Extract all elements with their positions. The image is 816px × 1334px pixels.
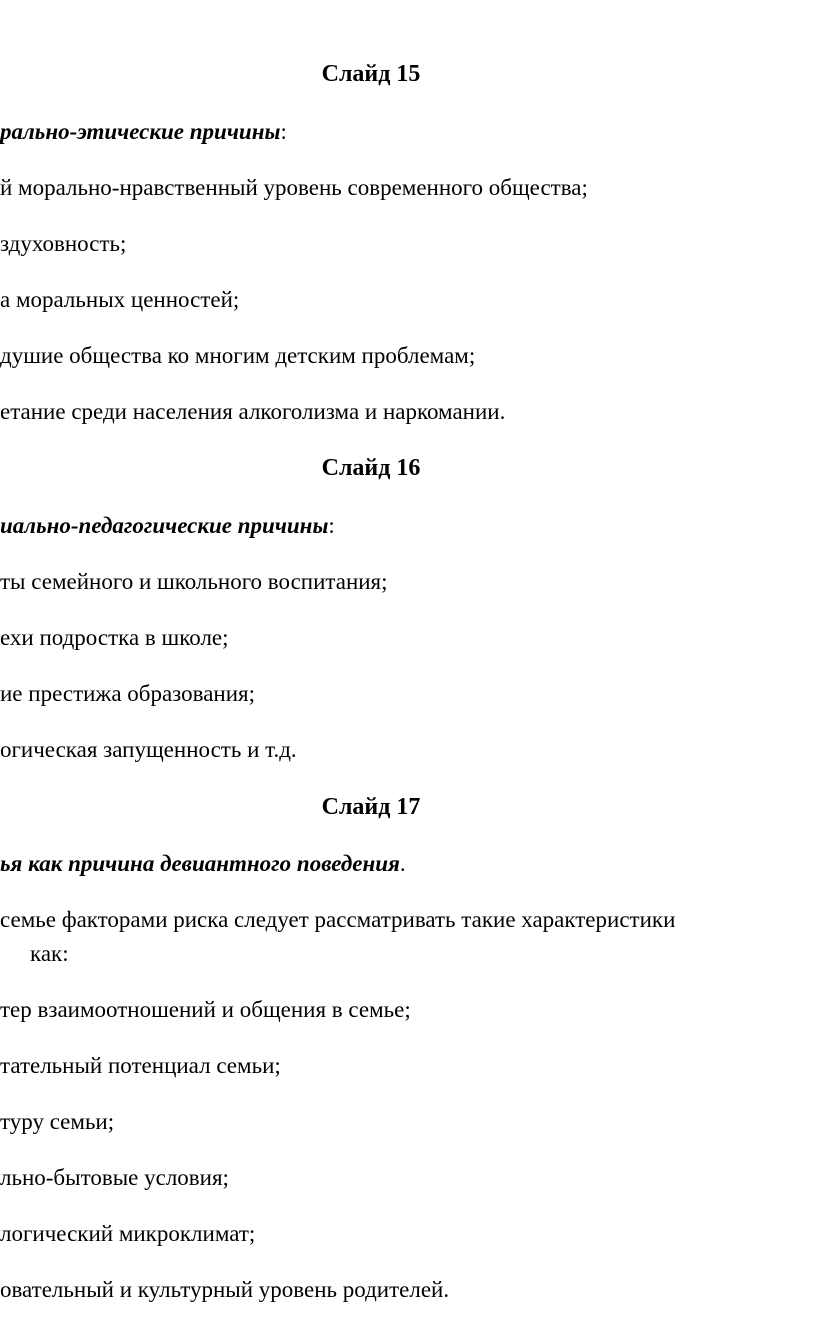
slide-17-item-3: туру семьи;	[0, 1109, 115, 1134]
slide-16-heading-text: иально-педагогические причины	[0, 513, 329, 538]
slide-17-item-5: логический микроклимат;	[0, 1221, 256, 1246]
slide-15-heading-suffix: :	[280, 119, 287, 144]
slide-15-item-4: душие общества ко многим детским проблемам;	[0, 343, 476, 368]
slide-15-heading	[0, 118, 287, 146]
slide-15-heading-text: рально-этические причины	[0, 119, 281, 144]
slide-17-item-2: тательный потенциал семьи;	[0, 1053, 281, 1078]
slide-16-heading	[0, 512, 335, 540]
slide-17-item-6: овательный и культурный уровень родителей.	[0, 1277, 450, 1302]
slide-17-intro-line-1: семье факторами риска следует рассматривать такие характеристики	[0, 907, 676, 932]
slide-17-heading-suffix: .	[399, 851, 406, 876]
slide-17-heading-text: ья как причина девиантного поведения	[0, 851, 400, 876]
slide-15-item-2: здуховность;	[0, 231, 127, 256]
slide-16-item-1: ты семейного и школьного воспитания;	[0, 569, 388, 594]
slide-15-item-1: й морально-нравственный уровень современного общества;	[0, 175, 588, 200]
slide-16-title: Слайд 16	[321, 455, 421, 481]
slide-16-item-4: огическая запущенность и т.д.	[0, 737, 297, 762]
slide-15-title: Слайд 15	[321, 61, 421, 87]
slide-16-item-3: ие престижа образования;	[0, 681, 255, 706]
slide-17-item-4: льно-бытовые условия;	[0, 1165, 229, 1190]
slide-16-heading-suffix: :	[328, 513, 335, 538]
slide-17-title: Слайд 17	[321, 794, 421, 820]
slide-16-item-2: ехи подростка в школе;	[0, 625, 229, 650]
slide-17-heading	[0, 850, 406, 878]
slide-17-intro-line-2: как:	[30, 941, 69, 966]
slide-15-item-5: етание среди населения алкоголизма и наркомании.	[0, 399, 506, 424]
slide-15-item-3: а моральных ценностей;	[0, 287, 240, 312]
slide-17-item-1: тер взаимоотношений и общения в семье;	[0, 997, 411, 1022]
